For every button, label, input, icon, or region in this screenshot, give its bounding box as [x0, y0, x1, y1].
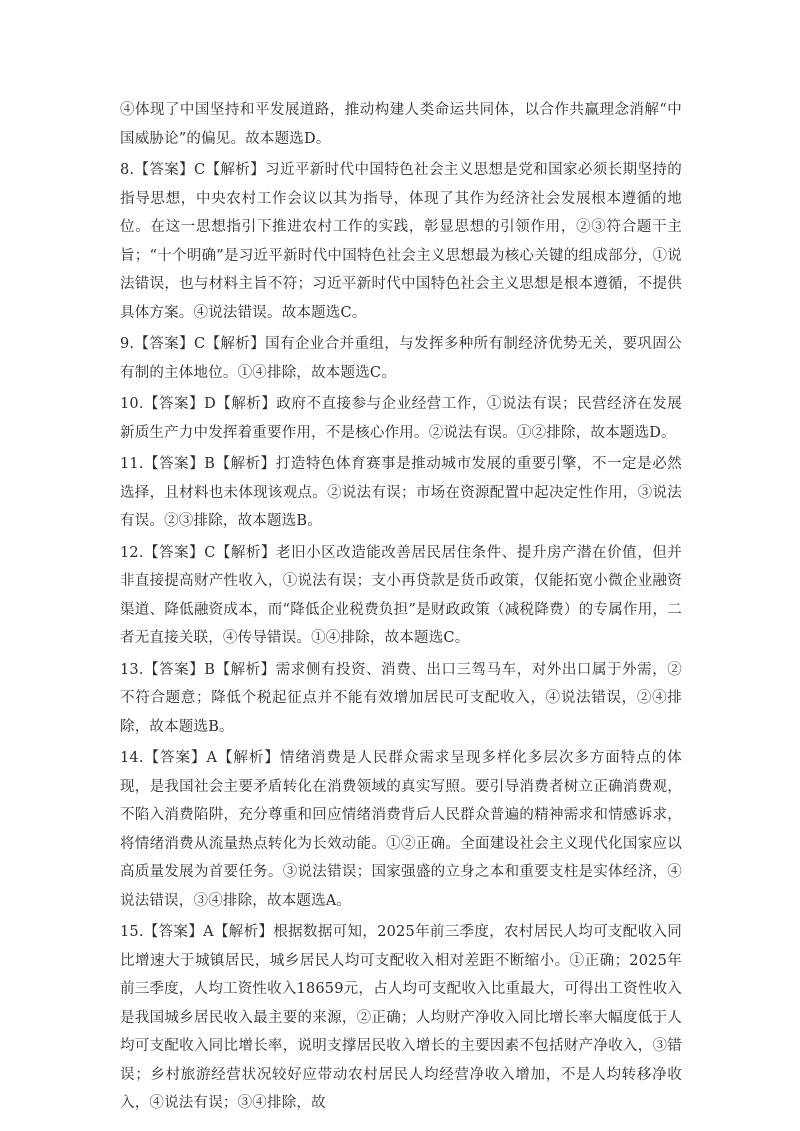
answer-explanations	[120, 96, 682, 1121]
paragraph-q14: 14.【答案】A【解析】情绪消费是人民群众需求呈现多样化多层次多方面特点的体现，是我国社会主要矛盾转化在消费领域的真实写照。要引导消费者树立正确消费观，不陷入消费陷阱，充分尊重和回应情绪消费背后人民群众普遍的精神需求和情感诉求，将情绪消费从流量热点转化为长效动能。①②正确。全面建设社会主义现代化国家应以高质量发展为首要任务。③说法错误；国家强盛的立身之本和重要支柱是实体经济，④说法错误，③④排除，故本题选A。	[120, 750, 682, 909]
paragraph-q11: 11.【答案】B【解析】打造特色体育赛事是推动城市发展的重要引擎，不一定是必然选择，且材料也未体现该观点。②说法有误；市场在资源配置中起决定性作用，③说法有误。②③排除，故本题选B。	[120, 456, 682, 529]
paragraph-q8: 8.【答案】C【解析】习近平新时代中国特色社会主义思想是党和国家必须长期坚持的指导思想，中央农村工作会议以其为指导，体现了其作为经济社会发展根本遵循的地位。在这一思想指引下推进农村工作的实践，彰显思想的引领作用，②③符合题干主旨；“十个明确”是习近平新时代中国特色社会主义思想最为核心关键的组成部分，①说法错误，也与材料主旨不符；习近平新时代中国特色社会主义思想是根本遵循，不提供具体方案。④说法错误。故本题选C。	[120, 162, 682, 321]
paragraph-q13: 13.【答案】B【解析】需求侧有投资、消费、出口三驾马车，对外出口属于外需，②不符合题意；降低个税起征点并不能有效增加居民可支配收入，④说法错误，②④排除，故本题选B。	[120, 661, 682, 735]
paragraph-q9: 9.【答案】C【解析】国有企业合并重组，与发挥多种所有制经济优势无关，要巩固公有制的主体地位。①④排除，故本题选C。	[120, 336, 682, 381]
paragraph-q10: 10.【答案】D【解析】政府不直接参与企业经营工作，①说法有误；民营经济在发展新质生产力中发挥着重要作用，不是核心作用。②说法有误。①②排除，故本题选D。	[120, 396, 682, 441]
paragraph-q7-tail: ④体现了中国坚持和平发展道路，推动构建人类命运共同体，以合作共赢理念消解“中国威胁论”的偏见。故本题选D。	[120, 102, 682, 147]
paragraph-q12: 12.【答案】C【解析】老旧小区改造能改善居民居住条件、提升房产潜在价值，但并非直接提高财产性收入，①说法有误；支小再贷款是货币政策，仅能拓宽小微企业融资渠道、降低融资成本，而“降低企业税费负担”是财政政策（减税降费）的专属作用，二者无直接关联，④传导错误。①④排除，故本题选C。	[120, 544, 682, 646]
paragraph-q15: 15.【答案】A【解析】根据数据可知，2025年前三季度，农村居民人均可支配收入同比增速大于城镇居民，城乡居民人均可支配收入相对差距不断缩小。①正确；2025年前三季度，人均工资性收入18659元，占人均可支配收入比重最大，可得出工资性收入是我国城乡居民收入最主要的来源，②正确；人均财产净收入同比增长率大幅度低于人均可支配收入同比增长率，说明支撑居民收入增长的主要因素不包括财产净收入，③错误；乡村旅游经营状况较好应带动农村居民人均经营净收入增加，不是人均转移净收入，④说法有误；③④排除，故	[120, 924, 682, 1111]
